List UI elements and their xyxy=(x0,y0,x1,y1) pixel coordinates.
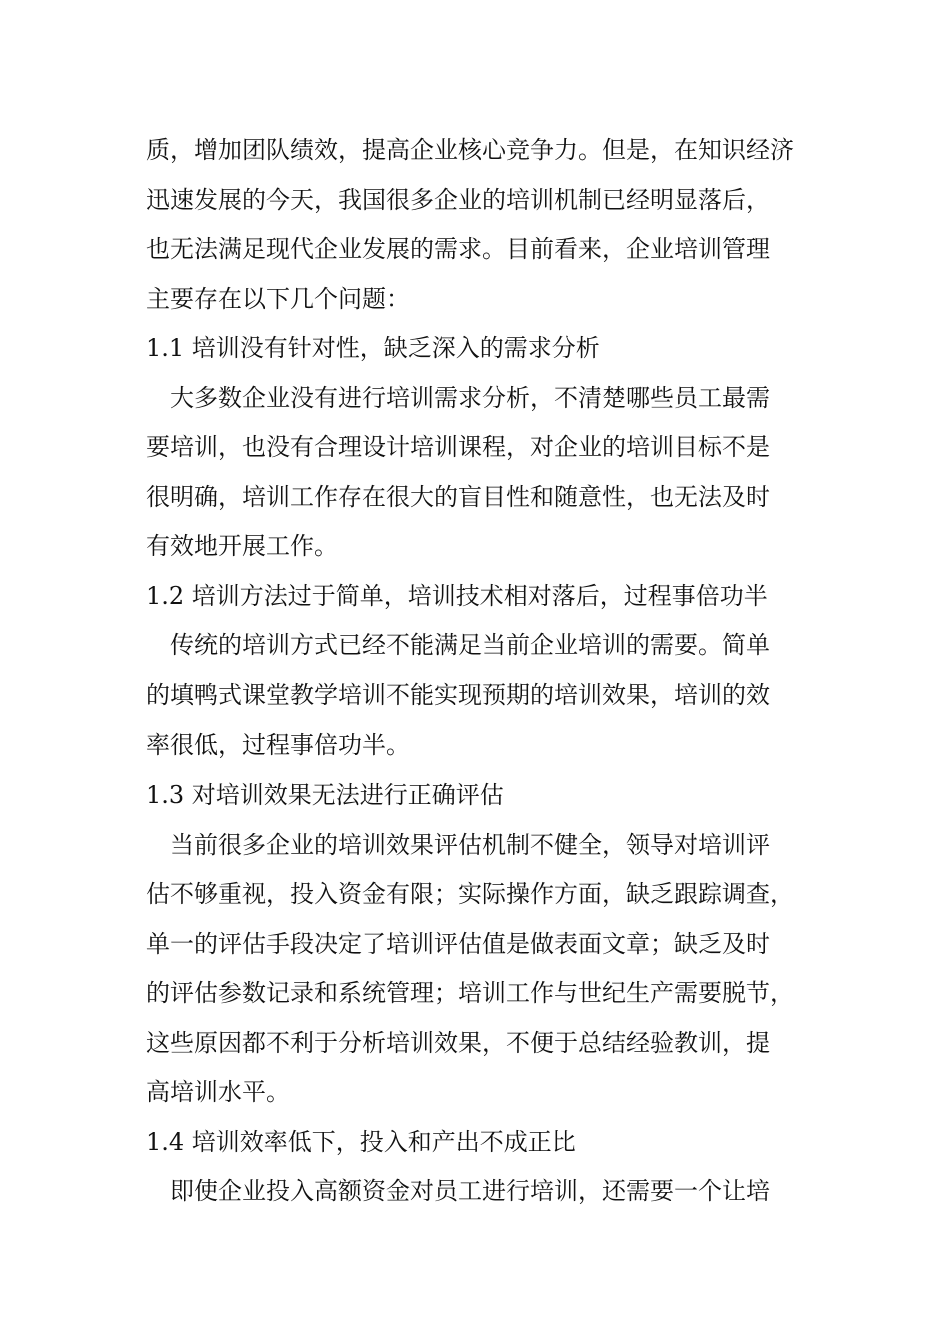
paragraph-line: 单一的评估手段决定了培训评估值是做表面文章；缺乏及时 xyxy=(146,930,770,958)
paragraph-line: 传统的培训方式已经不能满足当前企业培训的需要。简单 xyxy=(170,631,770,659)
paragraph-line: 估不够重视，投入资金有限；实际操作方面，缺乏跟踪调查， xyxy=(146,880,794,908)
section-heading-1-2: 1.2 培训方法过于简单，培训技术相对落后，过程事倍功半 xyxy=(146,582,768,610)
paragraph-line: 也无法满足现代企业发展的需求。目前看来，企业培训管理 xyxy=(146,235,770,263)
section-heading-1-3: 1.3 对培训效果无法进行正确评估 xyxy=(146,781,504,809)
paragraph-line: 高培训水平。 xyxy=(146,1078,290,1106)
paragraph-line: 的评估参数记录和系统管理；培训工作与世纪生产需要脱节， xyxy=(146,979,794,1007)
paragraph-line: 当前很多企业的培训效果评估机制不健全，领导对培训评 xyxy=(170,831,770,859)
paragraph-line: 有效地开展工作。 xyxy=(146,532,338,560)
paragraph-line: 大多数企业没有进行培训需求分析，不清楚哪些员工最需 xyxy=(170,384,770,412)
paragraph-line: 这些原因都不利于分析培训效果，不便于总结经验教训，提 xyxy=(146,1029,770,1057)
paragraph-line: 的填鸭式课堂教学培训不能实现预期的培训效果，培训的效 xyxy=(146,681,770,709)
paragraph-line: 即使企业投入高额资金对员工进行培训，还需要一个让培 xyxy=(170,1177,770,1205)
paragraph-line: 要培训，也没有合理设计培训课程，对企业的培训目标不是 xyxy=(146,433,770,461)
paragraph-line: 很明确，培训工作存在很大的盲目性和随意性，也无法及时 xyxy=(146,483,770,511)
paragraph-line: 主要存在以下几个问题： xyxy=(146,285,410,313)
section-heading-1-4: 1.4 培训效率低下，投入和产出不成正比 xyxy=(146,1128,576,1156)
paragraph-line: 迅速发展的今天，我国很多企业的培训机制已经明显落后， xyxy=(146,186,770,214)
paragraph-line: 率很低，过程事倍功半。 xyxy=(146,731,410,759)
paragraph-line: 质，增加团队绩效，提高企业核心竞争力。但是，在知识经济 xyxy=(146,136,794,164)
section-heading-1-1: 1.1 培训没有针对性，缺乏深入的需求分析 xyxy=(146,334,600,362)
